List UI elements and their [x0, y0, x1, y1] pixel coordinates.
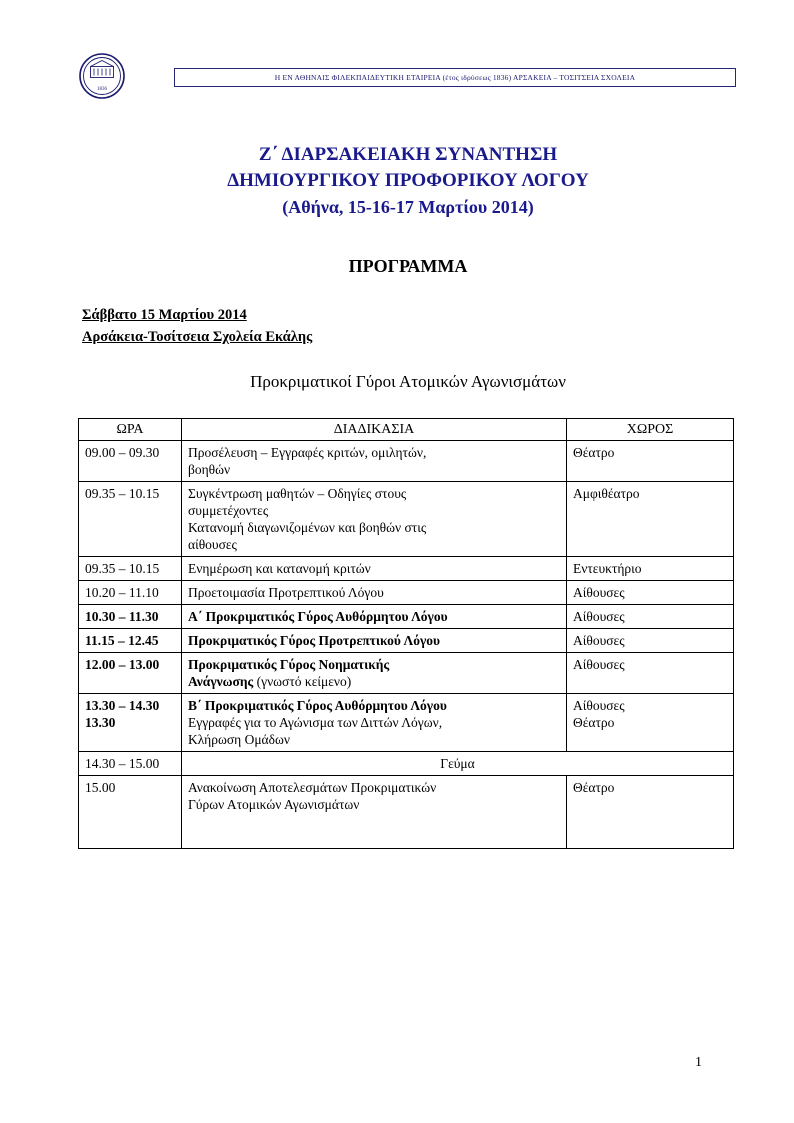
cell-time: 12.00 – 13.00: [79, 653, 182, 694]
process-line-normal: (γνωστό κείμενο): [253, 674, 352, 689]
process-line: συμμετέχοντες: [188, 503, 269, 518]
process-line: Γύρων Ατομικών Αγωνισμάτων: [188, 797, 360, 812]
date-line-1: Σάββατο 15 Μαρτίου 2014: [82, 307, 247, 323]
table-row: [79, 441, 734, 482]
cell-process: Γεύμα: [182, 752, 734, 776]
header-banner: [174, 68, 736, 87]
cell-time: 10.30 – 11.30: [79, 605, 182, 629]
title-line-1: Ζ΄ ΔΙΑΡΣΑΚΕΙΑΚΗ ΣΥΝΑΝΤΗΣΗ: [258, 144, 558, 165]
section-title: Προκριματικοί Γύροι Ατομικών Αγωνισμάτων: [250, 372, 566, 391]
place-line: Αίθουσες: [573, 698, 625, 713]
process-line: Ανακοίνωση Αποτελεσμάτων Προκριματικών: [188, 780, 437, 795]
cell-process: [182, 482, 567, 557]
cell-time: 10.20 – 11.10: [79, 581, 182, 605]
process-line: Ενημέρωση και κατανομή κριτών: [188, 561, 371, 576]
cell-time-line: 13.30 – 14.30: [85, 698, 160, 713]
cell-place: Αίθουσες: [567, 581, 734, 605]
table-row: [79, 694, 734, 752]
process-line-bold: Ανάγνωσης: [188, 674, 254, 689]
page-title: [78, 142, 738, 220]
table-row: [79, 752, 734, 776]
process-line: Κατανομή διαγωνιζομένων και βοηθών στις: [188, 520, 427, 535]
cell-time: 11.15 – 12.45: [79, 629, 182, 653]
process-line: βοηθών: [188, 462, 231, 477]
table-row: [79, 653, 734, 694]
cell-place: Αμφιθέατρο: [567, 482, 734, 557]
cell-place: Θέατρο: [567, 776, 734, 849]
cell-place: Αίθουσες: [567, 653, 734, 694]
place-line: Θέατρο: [573, 715, 615, 730]
process-line: [188, 673, 560, 690]
process-line: Κλήρωση Ομάδων: [188, 732, 290, 747]
process-line: αίθουσες: [188, 537, 237, 552]
cell-place: Θέατρο: [567, 441, 734, 482]
cell-time: 15.00: [79, 776, 182, 849]
cell-time: 09.00 – 09.30: [79, 441, 182, 482]
process-line: Προετοιμασία Προτρεπτικού Λόγου: [188, 585, 384, 600]
process-line: Εγγραφές για το Αγώνισμα των Διττών Λόγων,: [188, 715, 443, 730]
title-line-3: (Αθήνα, 15-16-17 Μαρτίου 2014): [282, 197, 534, 217]
process-line: Συγκέντρωση μαθητών – Οδηγίες στους: [188, 486, 407, 501]
table-row: [79, 605, 734, 629]
process-line: Β΄ Προκριματικός Γύρος Αυθόρμητου Λόγου: [188, 698, 447, 713]
cell-process: [182, 441, 567, 482]
svg-text:1836: 1836: [97, 87, 107, 92]
programma-heading: ΠΡΟΓΡΑΜΜΑ: [348, 256, 468, 276]
table-row: [79, 629, 734, 653]
title-line-2: ΔΗΜΙΟΥΡΓΙΚΟΥ ΠΡΟΦΟΡΙΚΟΥ ΛΟΓΟΥ: [227, 170, 589, 191]
cell-time-line: 13.30: [85, 715, 116, 730]
process-line: Προκριματικός Γύρος Νοηματικής: [188, 657, 390, 672]
process-line: Α΄ Προκριματικός Γύρος Αυθόρμητου Λόγου: [188, 609, 448, 624]
cell-process: [182, 653, 567, 694]
table-row: [79, 581, 734, 605]
cell-place: Εντευκτήριο: [567, 557, 734, 581]
cell-process: [182, 629, 567, 653]
cell-process: [182, 605, 567, 629]
column-header-process: ΔΙΑΔΙΚΑΣΙΑ: [182, 419, 567, 441]
process-line: Προκριματικός Γύρος Προτρεπτικού Λόγου: [188, 633, 441, 648]
table-row: [79, 482, 734, 557]
cell-time: [79, 694, 182, 752]
header-banner-text: Η ΕΝ ΑΘΗΝΑΙΣ ΦΙΛΕΚΠΑΙΔΕΥΤΙΚΗ ΕΤΑΙΡΕΙΑ (έτος ιδρύσεως 1836) ΑΡΣΑΚΕΙΑ – ΤΟΣΙΤΣΕΙΑ ΣΧΟΛΕΙΑ: [274, 73, 636, 82]
cell-time: 09.35 – 10.15: [79, 482, 182, 557]
program-table: [78, 418, 734, 849]
cell-time: 14.30 – 15.00: [79, 752, 182, 776]
table-row: [79, 557, 734, 581]
page-number: 1: [695, 1055, 702, 1070]
date-line-2: Αρσάκεια-Τοσίτσεια Σχολεία Εκάλης: [82, 329, 313, 345]
cell-process: [182, 581, 567, 605]
process-line: Προσέλευση – Εγγραφές κριτών, ομιλητών,: [188, 445, 427, 460]
cell-place: Αίθουσες: [567, 629, 734, 653]
table-header-row: [79, 419, 734, 441]
table-row: [79, 776, 734, 849]
document-header: [78, 52, 738, 102]
school-seal-icon: [78, 52, 126, 100]
column-header-time: ΩΡΑ: [79, 419, 182, 441]
cell-process: [182, 776, 567, 849]
column-header-place: ΧΩΡΟΣ: [567, 419, 734, 441]
cell-place: [567, 694, 734, 752]
cell-process: [182, 694, 567, 752]
cell-place: Αίθουσες: [567, 605, 734, 629]
cell-process: [182, 557, 567, 581]
cell-time: 09.35 – 10.15: [79, 557, 182, 581]
